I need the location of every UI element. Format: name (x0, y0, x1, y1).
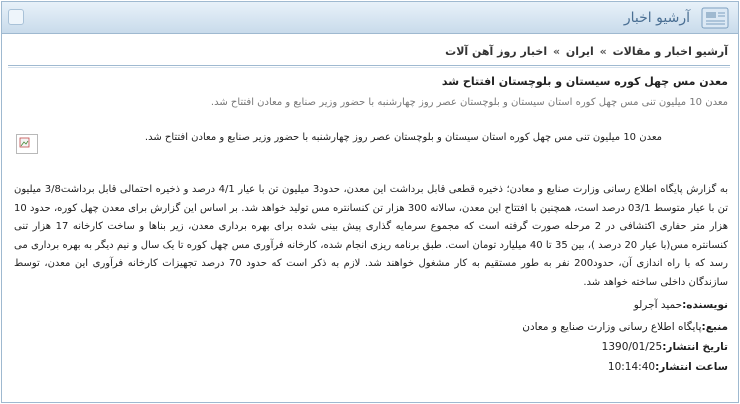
breadcrumb-separator: » (599, 45, 607, 58)
meta-source-value: پایگاه اطلاع رسانی وزارت صنایع و معادن (522, 321, 702, 333)
meta-author (634, 299, 728, 311)
article-summary: معدن 10 میلیون تنی مس چهل کوره استان سیستان و بلوچستان عصر روز چهارشنبه با حضور وزیر صنایع و معادن افتتاح شد. (144, 132, 662, 143)
panel-header (2, 2, 738, 34)
broken-image-icon (16, 134, 38, 154)
panel-title: آرشیو اخبار (623, 10, 690, 26)
meta-author-label: نویسنده: (682, 299, 728, 311)
article-lead: معدن 10 میلیون تنی مس چهل کوره استان سیستان و بلوچستان عصر روز چهارشنبه با حضور وزیر صنایع و معادن افتتاح شد. (210, 97, 728, 108)
meta-time-label: ساعت انتشار: (655, 361, 728, 373)
breadcrumb-item-iran[interactable]: ایران (565, 45, 594, 58)
breadcrumb-item-archive[interactable]: آرشیو اخبار و مقالات (612, 45, 728, 58)
divider (8, 65, 730, 66)
meta-date (602, 341, 728, 353)
news-archive-panel (1, 1, 739, 403)
meta-source-label: منبع: (701, 321, 728, 333)
article-content (2, 35, 738, 402)
meta-time-value: 10:14:40 (607, 361, 656, 373)
breadcrumb (445, 45, 728, 58)
divider (8, 67, 730, 68)
meta-date-label: تاریخ انتشار: (662, 341, 728, 353)
meta-source (522, 321, 728, 333)
article-body: به گزارش پایگاه اطلاع رسانی وزارت صنایع و معادن؛ ذخیره قطعی قابل برداشت این معدن، حدود3 میلیون تن با عیار 4/1 درصد و ذخیره احتمالی قابل برداشت3/8 میلیون تن با عیار متوسط 03/1 درصد است، همچنین با افتتاح این معدن، سالانه 300 هزار تن کنسانتره مس تولید خواهد شد. بر اساس این گزارش برای معدن چهل کوره، حدود 10 هزار متر حفاری اکتشافی در 2 مرحله صورت گرفته است که مجموع سرمایه گذاری پیش بینی شده برای بهره برداری معدن، زیر بناها و ساخت کارخانه 17 هزار تنی کنسانتره مس(با عیار 20 درصد )، بین 35 تا 40 میلیارد تومان است. طبق برنامه ریزی انجام شده، کارخانه فرآوری مس چهل کوره تا یک سال و نیم دیگر به بهره برداری می رسد که با راه اندازی آن، حدود200 نفر به طور مستقیم به کار مشغول خواهند شد. لازم به ذکر است که حدود 70 درصد تجهیزات کارخانه فرآوری این معدن، توسط سازندگان داخلی ساخته خواهد شد. (14, 184, 729, 288)
meta-author-value: حمید آجرلو (633, 299, 683, 311)
article-title: معدن مس چهل کوره سیستان و بلوچستان افتتاح شد (441, 75, 728, 88)
breadcrumb-separator: » (552, 45, 561, 58)
newspaper-icon (694, 4, 734, 32)
breadcrumb-item-iron-news[interactable]: اخبار روز آهن آلات (445, 45, 548, 58)
meta-time (608, 361, 728, 373)
meta-date-value: 1390/01/25 (601, 341, 663, 353)
panel-corner-decoration (8, 9, 24, 25)
